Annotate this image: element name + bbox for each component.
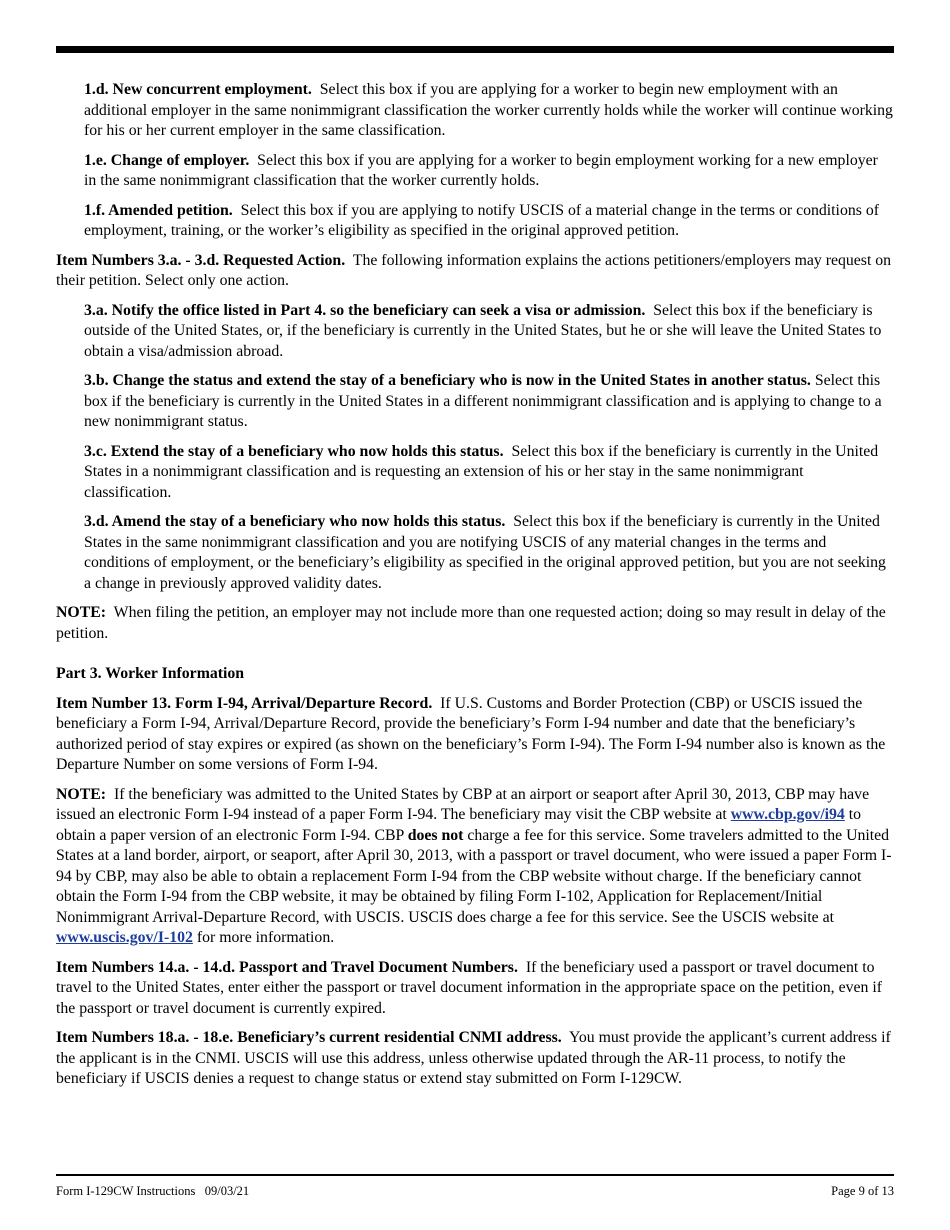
cbp-i94-link[interactable]: www.cbp.gov/i94 [730,806,845,823]
item-3c-text: Select this box if the beneficiary is currently in the United States in a nonimmigrant classification and is requesting an extension of his or her stay in the same nonimmigrant classification. [84,442,879,501]
note-2-text-2: to obtain a paper version of an electronic Form I-94. CBP [56,806,862,844]
item-3a-label: 3.a. Notify the office listed in Part 4. so the beneficiary can seek a visa or admission. [84,301,646,319]
item-1e-text: Select this box if you are applying for a worker to begin employment working for a new employer in the same nonimmigrant classification that the worker currently holds. [84,151,878,189]
item-18 [56,1028,894,1090]
note-2-text-4: for more information. [196,929,335,946]
item-13-text: If U.S. Customs and Border Protection (CBP) or USCIS issued the beneficiary a Form I-94, Arrival/Departure Record, provide the beneficiary’s Form I-94 number and date that the beneficiary’s authorized period of stay expires or expired (as shown on the beneficiary’s Form I-94). The Form I-94 number also is known as the Departure Number on some versions of Form I-94. [56,694,886,773]
item-3d-text: Select this box if the beneficiary is currently in the United States in the same nonimmigrant classification and you are notifying USCIS of any material changes in the terms and conditions of employment, or the beneficiary’s eligibility as specified in the original approved petition, but you are not seeking a change in previously approved validity dates. [84,513,886,592]
item-3c [56,442,894,504]
item-1f [56,201,894,242]
item-3a-text: Select this box if the beneficiary is outside of the United States, or, if the beneficiary is currently in the United States, but he or she will leave the United States to obtain a visa/admission abroad. [84,301,882,360]
item-1e [56,151,894,192]
item-3-requested-action [56,251,894,292]
note-requested-action [56,603,894,644]
item-1d [56,80,894,142]
note-i94 [56,785,894,949]
page-content [56,80,894,1099]
item-3d [56,512,894,594]
item-3d-label: 3.d. Amend the stay of a beneficiary who now holds this status. [84,513,506,530]
item-13 [56,694,894,776]
note-2-text-1: If the beneficiary was admitted to the United States by CBP at an airport or seaport after April 30, 2013, CBP may have issued an electronic Form I-94 instead of a paper Form I-94. The beneficiary may visit the CBP website at [56,785,870,823]
item-3b [56,371,894,433]
item-1e-label: 1.e. Change of employer. [84,151,250,169]
item-18-text: You must provide the applicant’s current address if the applicant is in the CNMI. USCIS will use this address, unless otherwise updated through the AR-11 process, to notify the beneficiary if USCIS denies a request to change status or extend stay submitted on Form I-129CW. [56,1029,891,1087]
item-13-label: Item Number 13. Form I-94, Arrival/Departure Record. [56,694,433,712]
note-2-label: NOTE: [56,785,107,803]
item-14 [56,958,894,1020]
item-3-text: The following information explains the actions petitioners/employers may request on their petition. Select only one action. [56,251,892,289]
footer-page-number: Page 9 of 13 [831,1184,894,1198]
item-14-text: If the beneficiary used a passport or travel document to travel to the United States, enter either the passport or travel document information in the appropriate space on the petition, even if the passport or travel document is currently expired. [56,958,882,1017]
note-2-bold: does not [407,826,464,844]
item-1d-text: Select this box if you are applying for a worker to begin new employment with an additional employer in the same nonimmigrant classification the worker currently holds while the worker will continue working for his or her current employer in the same classification. [84,81,893,139]
note-1-text: When filing the petition, an employer may not include more than one requested action; doing so may result in delay of the petition. [56,604,886,642]
item-3c-label: 3.c. Extend the stay of a beneficiary who now holds this status. [84,442,504,460]
part-3-heading: Part 3. Worker Information [56,665,245,682]
footer-form-id: Form I-129CW Instructions 09/03/21 [56,1184,250,1198]
note-2-text-3: charge a fee for this service. Some travelers admitted to the United States at a land border, airport, or seaport, after April 30, 2013, with a passport or travel document, who were issued a paper Form I-94 by CBP, may also be able to obtain a replacement Form I-94 from the CBP website without charge. If the beneficiary cannot obtain the Form I-94 from the CBP website, it may be obtained by filing Form I-102, Application for Replacement/Initial Nonimmigrant Arrival-Departure Record, with USCIS. USCIS does charge a fee for this service. See the USCIS website at [56,826,892,926]
item-3b-text: Select this box if the beneficiary is currently in the United States in a different nonimmigrant classification and is applying to change to a new nonimmigrant status. [84,372,882,430]
uscis-i102-link[interactable]: www.uscis.gov/I-102 [56,929,193,946]
item-1f-label: 1.f. Amended petition. [84,201,233,219]
item-14-label: Item Numbers 14.a. - 14.d. Passport and Travel Document Numbers. [56,958,518,976]
item-3b-label: 3.b. Change the status and extend the stay of a beneficiary who is now in the United States in another status. [84,372,811,389]
item-3a [56,301,894,363]
note-1-label: NOTE: [56,604,107,621]
footer-rule [56,1174,894,1176]
item-1d-label: 1.d. New concurrent employment. [84,81,312,98]
top-rule [56,46,894,53]
item-1f-text: Select this box if you are applying to notify USCIS of a material change in the terms or conditions of employment, training, or the worker’s eligibility as specified in the original approved petition. [84,201,879,239]
item-3-label: Item Numbers 3.a. - 3.d. Requested Action. [56,251,346,269]
item-18-label: Item Numbers 18.a. - 18.e. Beneficiary’s current residential CNMI address. [56,1029,562,1046]
